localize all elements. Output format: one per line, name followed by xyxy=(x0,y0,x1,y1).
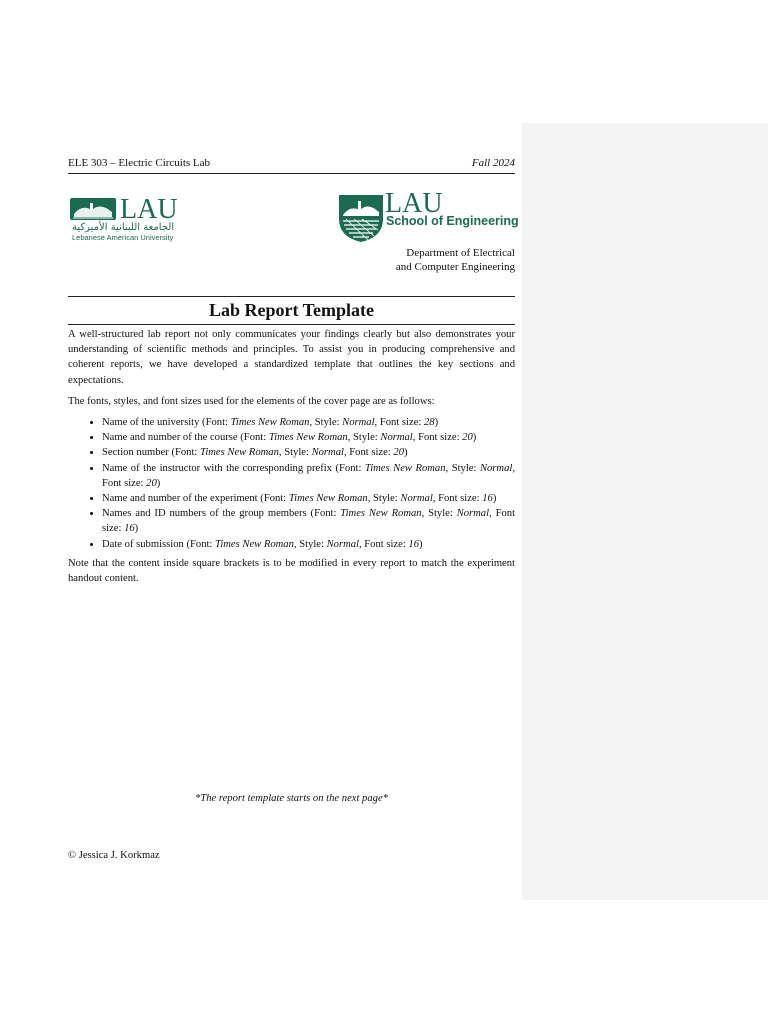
document-title: Lab Report Template xyxy=(68,296,515,325)
lau-emblem-icon xyxy=(70,198,116,220)
lau-logo xyxy=(70,196,182,244)
course-name: ELE 303 – Electric Circuits Lab xyxy=(68,157,211,169)
list-item: • Name of the university (Font: Times New Roman, Style: Normal, Font size: 28) xyxy=(102,415,515,430)
list-item: • Name and number of the experiment (Font: Times New Roman, Style: Normal, Font size: 16) xyxy=(102,491,515,506)
department-line-1: Department of Electrical xyxy=(406,247,515,259)
soe-name: School of Engineering xyxy=(386,214,519,228)
list-item: • Date of submission (Font: Times New Roman, Style: Normal, Font size: 16) xyxy=(102,537,515,552)
lau-arabic-name: الجامعة اللبنانية الأميركية xyxy=(72,222,175,233)
note-paragraph: Note that the content inside square brackets is to be modified in every report to match the experiment handout content. xyxy=(68,557,515,585)
list-item: • Name and number of the course (Font: Times New Roman, Style: Normal, Font size: 20) xyxy=(102,430,515,445)
copyright: © Jessica J. Korkmaz xyxy=(68,850,160,861)
page-header xyxy=(68,157,515,174)
term: Fall 2024 xyxy=(471,157,515,169)
department-line-2: and Computer Engineering xyxy=(395,261,515,273)
body-text xyxy=(68,327,515,592)
comment-pane xyxy=(522,123,768,900)
school-of-engineering-logo xyxy=(338,188,519,244)
cover-page-elements-list xyxy=(68,415,515,552)
lau-wordmark: LAU xyxy=(120,194,178,225)
list-item: • Section number (Font: Times New Roman, Style: Normal, Font size: 20) xyxy=(102,445,515,460)
list-item: • Name of the instructor with the corresponding prefix (Font: Times New Roman, Style: Normal, Font size: 20) xyxy=(102,461,515,491)
lau-english-name: Lebanese American University xyxy=(72,233,174,242)
next-page-note: *The report template starts on the next page* xyxy=(195,793,388,804)
fonts-intro-paragraph: The fonts, styles, and font sizes used for the elements of the cover page are as follows: xyxy=(68,395,435,407)
soe-emblem-icon xyxy=(338,193,384,243)
intro-paragraph: A well-structured lab report not only communicates your findings clearly but also demonstrates your understanding of scientific methods and principles. To assist you in producing comprehensive and coherent reports, we have developed a standardized template that outlines the key sections and expectations. xyxy=(68,329,515,386)
soe-wordmark: LAU xyxy=(385,188,443,219)
list-item: • Names and ID numbers of the group members (Font: Times New Roman, Style: Normal, Font size: 16) xyxy=(102,506,515,536)
department xyxy=(396,246,515,274)
